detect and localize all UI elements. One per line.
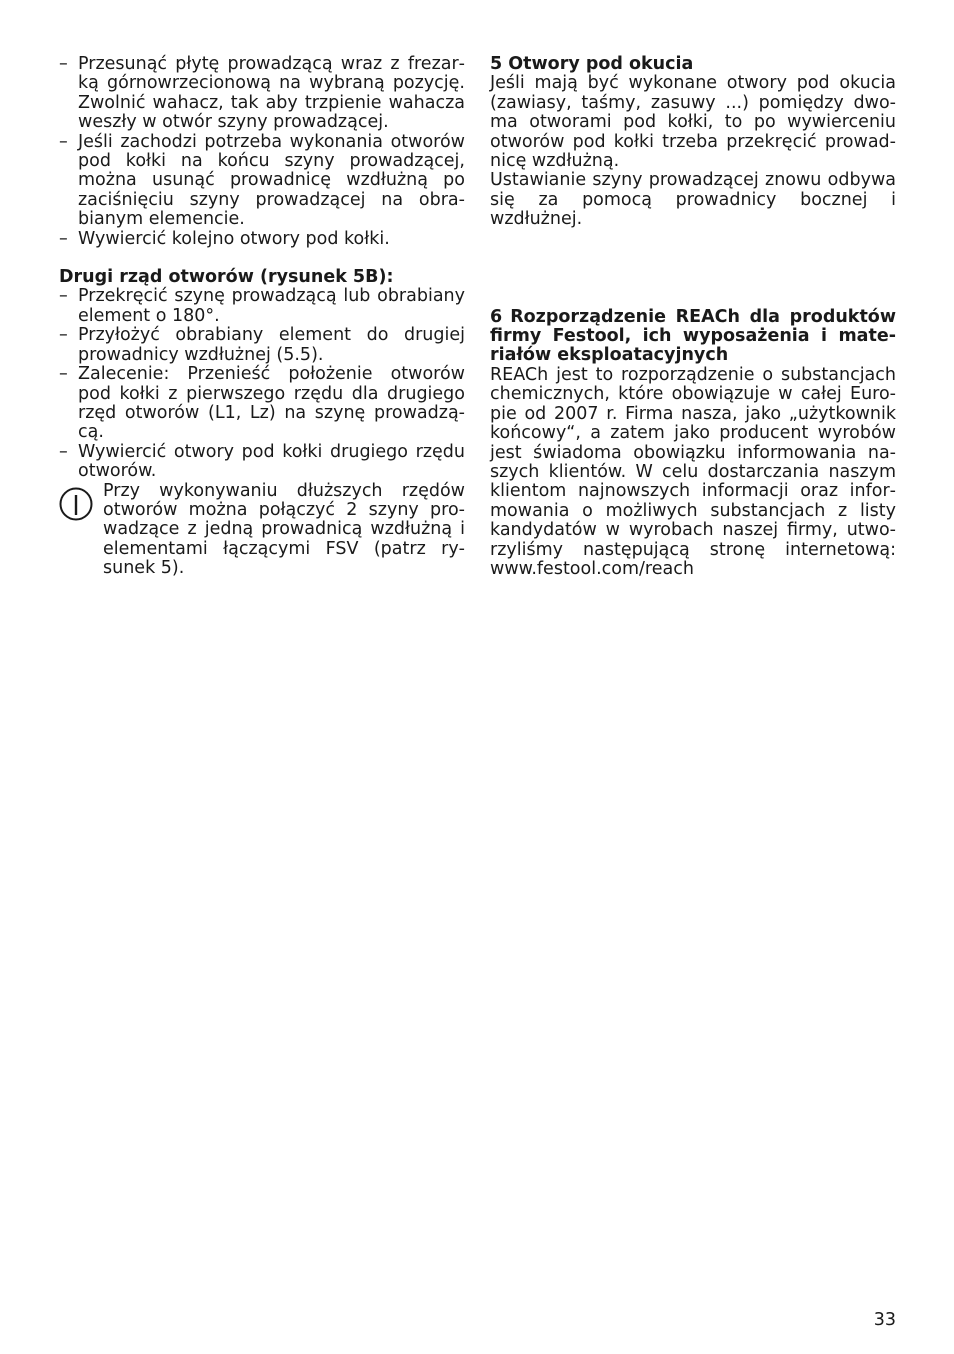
list-item (59, 230, 465, 249)
dash: – (59, 364, 68, 385)
page-number: 33 (873, 1310, 896, 1330)
list-item-text: Wywiercić otwory pod kołki drugiego rzędu otworów. (78, 441, 465, 482)
list-item (59, 55, 465, 133)
dash: – (59, 228, 68, 249)
list-item-text: Jeśli zachodzi potrzeba wykonania otworów pod kołki na końcu szyny prowadzącej, można usunąć prowadnicę wzdłużną po zaciśnięciu szyny prowadzącej na obrabianym elemencie. (78, 131, 465, 230)
right-column (490, 55, 896, 579)
section-5-title: 5 Otwory pod okucia (490, 54, 694, 74)
subheading-second-row: Drugi rząd otworów (rysunek 5B): (59, 267, 394, 288)
section-6-number: 6 (490, 306, 503, 327)
list-item (59, 365, 465, 443)
list-item (59, 287, 465, 326)
list-item (59, 133, 465, 230)
left-column (59, 55, 465, 579)
info-note-text: Przy wykonywaniu dłuższych rzędów otworów można połączyć 2 szyny prowadzące z jedną prowadnicą wzdłużną i elementami łączącymi FSV (patrz rysunek 5). (103, 480, 465, 579)
spacer (59, 249, 465, 268)
section-6-title-text: Rozporządzenie REACh dla produktów firmy Festool, ich wyposażenia i materiałów eksploatacyjnych (490, 306, 896, 366)
section-5-paragraph: Jeśli mają być wykonane otwory pod okucia (zawiasy, taśmy, zasuwy ...) pomiędzy dwoma otworami pod kołki, to po wywierceniu otworów pod kołki trzeba przekręcić prowadnicę wzdłużną. (490, 73, 896, 172)
info-note (59, 482, 465, 579)
list-item (59, 326, 465, 365)
list-item (59, 443, 465, 482)
dash: – (59, 325, 68, 346)
list-item-text: Zalecenie: Przenieść położenie otworów pod kołki z pierwszego rzędu dla drugiego rzęd otworów (L1, Lz) na szynę prowadzącą. (78, 364, 465, 443)
dash: – (59, 286, 68, 307)
info-icon (59, 486, 93, 522)
list-item-text: Przesunąć płytę prowadzącą wraz z frezarką górnowrzecionową na wybraną pozycję. Zwolnić wahacz, tak aby trzpienie wahacza weszły w otwór szyny prowadzącej. (78, 54, 465, 133)
dash: – (59, 131, 68, 152)
dash: – (59, 441, 68, 462)
spacer (490, 230, 896, 308)
section-6-paragraph: REACh jest to rozporządzenie o substancjach chemicznych, które obowiązuje w całej Europie od 2007 r. Firma nasza, jako „użytkownik końcowy“, a zatem jako producent wyrobów jest świadoma obowiązku informowania naszych klientów. W celu dostarczania naszym klientom najnowszych informacji oraz informowania o możliwych substancjach z listy kandydatów w wyrobach naszej firmy, utworzyliśmy następującą stronę internetową: www.festool.com/reach (490, 364, 896, 579)
section-5-paragraph: Ustawianie szyny prowadzącej znowu odbywa się za pomocą prowadnicy bocznej i wzdłużnej. (490, 170, 896, 230)
list-item-text: Przekręcić szynę prowadzącą lub obrabiany element o 180°. (78, 286, 465, 326)
list-item-text: Wywiercić kolejno otwory pod kołki. (78, 228, 390, 249)
list-item-text: Przyłożyć obrabiany element do drugiej prowadnicy wzdłużnej (5.5). (78, 325, 465, 365)
dash: – (59, 54, 68, 74)
section-6-title (490, 308, 896, 366)
